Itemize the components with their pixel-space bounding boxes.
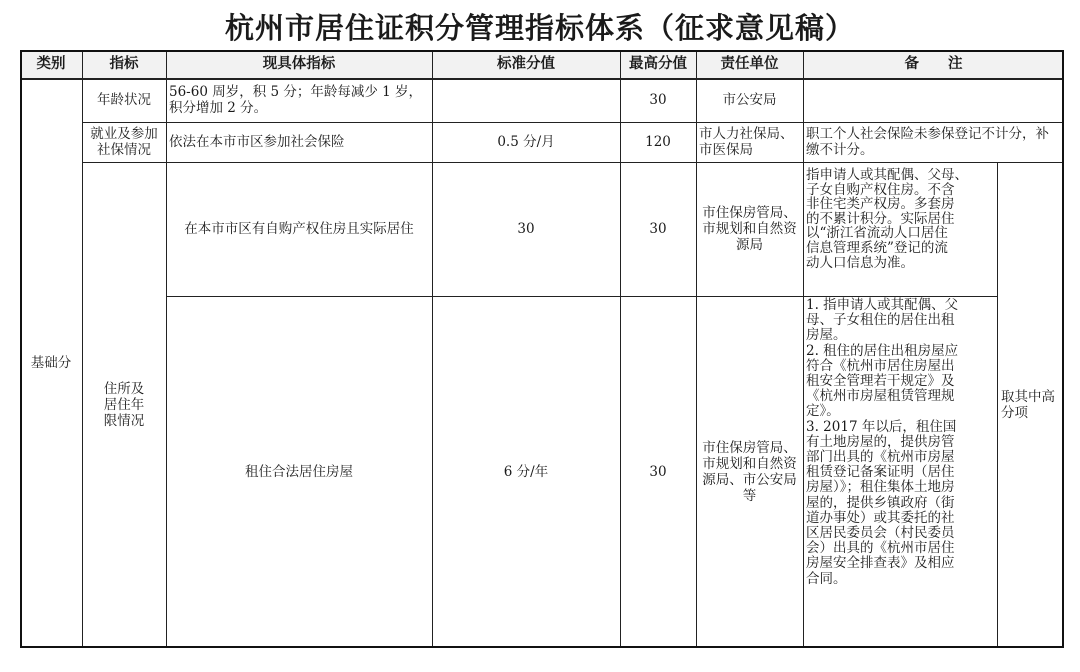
age-standard [432, 78, 620, 122]
social-specific: 依法在本市市区参加社会保险 [169, 134, 345, 150]
rent-standard: 6 分/年 [503, 464, 549, 480]
rule-header-bottom [20, 78, 1064, 80]
age-unit: 市公安局 [722, 92, 777, 108]
header-specific: 现具体指标 [166, 50, 432, 78]
category-basic: 基础分 [30, 355, 72, 371]
rule-col-4 [620, 50, 621, 648]
own-standard: 30 [517, 221, 535, 237]
rent-unit: 市住保房管局、市规划和自然资源局、市公安局等 [702, 440, 797, 504]
own-max: 30 [649, 221, 667, 237]
rule-col-2 [166, 50, 167, 648]
header-unit: 责任单位 [696, 50, 803, 78]
rule-col-6 [803, 50, 804, 648]
social-indicator: 就业及参加社保情况 [90, 126, 158, 158]
social-remarks: 职工个人社会保险未参保登记不计分，补缴不计分。 [806, 126, 1049, 158]
social-standard: 0.5 分/月 [497, 134, 555, 150]
header-remarks: 备 注 [803, 50, 1064, 78]
social-unit: 市人力社保局、市医保局 [699, 126, 794, 158]
rule-col-7 [997, 162, 998, 648]
age-remarks [803, 78, 1064, 122]
own-specific: 在本市市区有自购产权住房且实际居住 [184, 221, 414, 237]
rule-social-bottom [82, 162, 1064, 163]
header-standard: 标准分值 [432, 50, 620, 78]
indicator-table [20, 50, 1064, 648]
own-unit: 市住保房管局、市规划和自然资源局 [702, 205, 797, 253]
header-category: 类别 [20, 50, 82, 78]
rule-age-bottom [82, 122, 1064, 123]
rule-col-5 [696, 50, 697, 648]
rule-own-bottom [166, 296, 997, 297]
social-max: 120 [645, 134, 671, 150]
header-indicator: 指标 [82, 50, 166, 78]
housing-indicator: 住所及居住年限情况 [103, 381, 145, 429]
rent-specific: 租住合法居住房屋 [245, 464, 353, 480]
rent-remarks: 1. 指申请人或其配偶、父 母、子女租住的居住出租 房屋。 2. 租住的居住出租房屋应 符合《杭州市居住房屋出 租安全管理若干规定》及 《杭州市房屋租赁管理规 定》。 3. 2017 年以后，租住国 有土地房屋的，提供房管 部门出具的《杭州市房屋 租赁登记备案证明（居住 房屋）》；租住集体土地房 屋的，提供乡镇政府（街 道办事处）或其委托的社 区居民委员会（村民委员 会）出具的《杭州市居住 房屋安全排查表》及相应 合同。 [806, 297, 959, 587]
age-max: 30 [649, 92, 667, 108]
header-max: 最高分值 [620, 50, 696, 78]
rule-col-1 [82, 50, 83, 648]
rent-max: 30 [649, 464, 667, 480]
age-specific: 56-60 周岁，积 5 分；年龄每减少 1 岁，积分增加 2 分。 [169, 84, 423, 116]
age-indicator: 年龄状况 [97, 92, 151, 108]
housing-side-note: 取其中高分项 [1001, 389, 1055, 421]
own-remarks: 指申请人或其配偶、父母、 子女自购产权住房。不含 非住宅类产权房。多套房 的不累计积分。实际居住 以“浙江省流动人口居住 信息管理系统”登记的流 动人口信息为准。 [806, 167, 968, 271]
rule-col-3 [432, 50, 433, 648]
page-title: 杭州市居住证积分管理指标体系（征求意见稿） [224, 11, 855, 45]
